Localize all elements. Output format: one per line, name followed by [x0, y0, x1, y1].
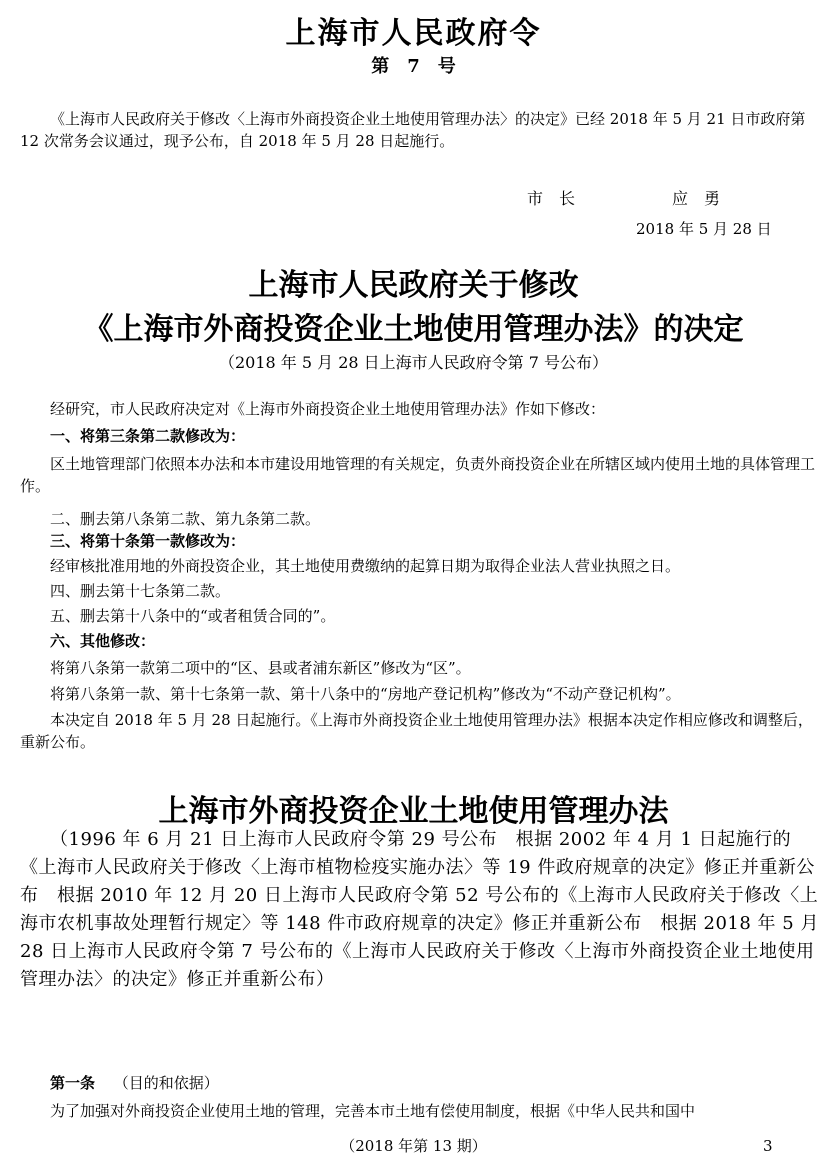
order-date: 2018 年 5 月 28 日 [636, 220, 772, 238]
decision-closing: 本决定自 2018 年 5 月 28 日起施行。《上海市外商投资企业土地使用管理办法》根据本决定作相应修改和调整后，重新公布。 [20, 711, 813, 751]
article1-heading [50, 1072, 219, 1094]
decision-item3-body: 经审核批准用地的外商投资企业，其土地使用费缴纳的起算日期为取得企业法人营业执照之日。 [50, 557, 681, 575]
order-notice: 《上海市人民政府关于修改〈上海市外商投资企业土地使用管理办法〉的决定》已经 2018 年 5 月 21 日市政府第 12 次常务会议通过，现予公布，自 2018 年 5 月 28 日起施行。 [20, 110, 806, 150]
decision-intro: 经研究，市人民政府决定对《上海市外商投资企业土地使用管理办法》作如下修改： [50, 400, 606, 418]
page-number: 3 [763, 1137, 773, 1155]
issue-footer: （2018 年第 13 期） [340, 1137, 487, 1155]
regulation-title: 上海市外商投资企业土地使用管理办法 [158, 794, 669, 829]
decision-title-line1: 上海市人民政府关于修改 [248, 268, 579, 303]
decision-item2: 二、删去第八条第二款、第九条第二款。 [50, 510, 321, 528]
decision-subtitle: （2018 年 5 月 28 日上海市人民政府令第 7 号公布） [218, 353, 609, 372]
decision-item5: 五、删去第十八条中的“或者租赁合同的”。 [50, 607, 336, 625]
article1-topic: （目的和依据） [113, 1074, 219, 1092]
article1-text: 为了加强对外商投资企业使用土地的管理，完善本市土地有偿使用制度，根据《中华人民共和国中 [50, 1102, 696, 1120]
decision-item1-body: 区土地管理部门依照本办法和本市建设用地管理的有关规定，负责外商投资企业在所辖区域内使用土地的具体管理工作。 [20, 455, 816, 495]
decision-item1-head: 一、将第三条第二款修改为： [50, 427, 246, 445]
regulation-history: （1996 年 6 月 21 日上海市人民政府令第 29 号公布 根据 2002 年 4 月 1 日起施行的《上海市人民政府关于修改〈上海市植物检疫实施办法〉等 19 件政府规章的决定》修正并重新公布 根据 2010 年 12 月 20 日上海市人民政府令第 52 号公布的《上海市人民政府关于修改〈上海市农机事故处理暂行规定〉等 148 件市政府规章的决定》修正并重新公布 根据 2018 年 5 月 28 日上海市人民政府令第 7 号公布的《上海市人民政府关于修改〈上海市外商投资企业土地使用管理办法〉的决定》修正并重新公布） [20, 829, 819, 990]
decision-item4: 四、删去第十七条第二款。 [50, 582, 231, 600]
order-title: 上海市人民政府令 [285, 16, 542, 51]
decision-item3-head: 三、将第十条第一款修改为： [50, 532, 246, 550]
signer-name: 应 勇 [672, 189, 721, 208]
decision-title-line2: 《上海市外商投资企业土地使用管理办法》的决定 [83, 312, 744, 347]
article1-label: 第一条 [50, 1074, 96, 1092]
decision-item6-head: 六、其他修改： [50, 632, 156, 650]
decision-item6-a: 将第八条第一款第二项中的“区、县或者浦东新区”修改为“区”。 [50, 659, 471, 677]
order-number: 第 7 号 [371, 56, 456, 77]
decision-item6-b: 将第八条第一款、第十七条第一款、第十八条中的“房地产登记机构”修改为“不动产登记机构”。 [50, 685, 681, 703]
signer-title: 市 长 [527, 189, 576, 208]
